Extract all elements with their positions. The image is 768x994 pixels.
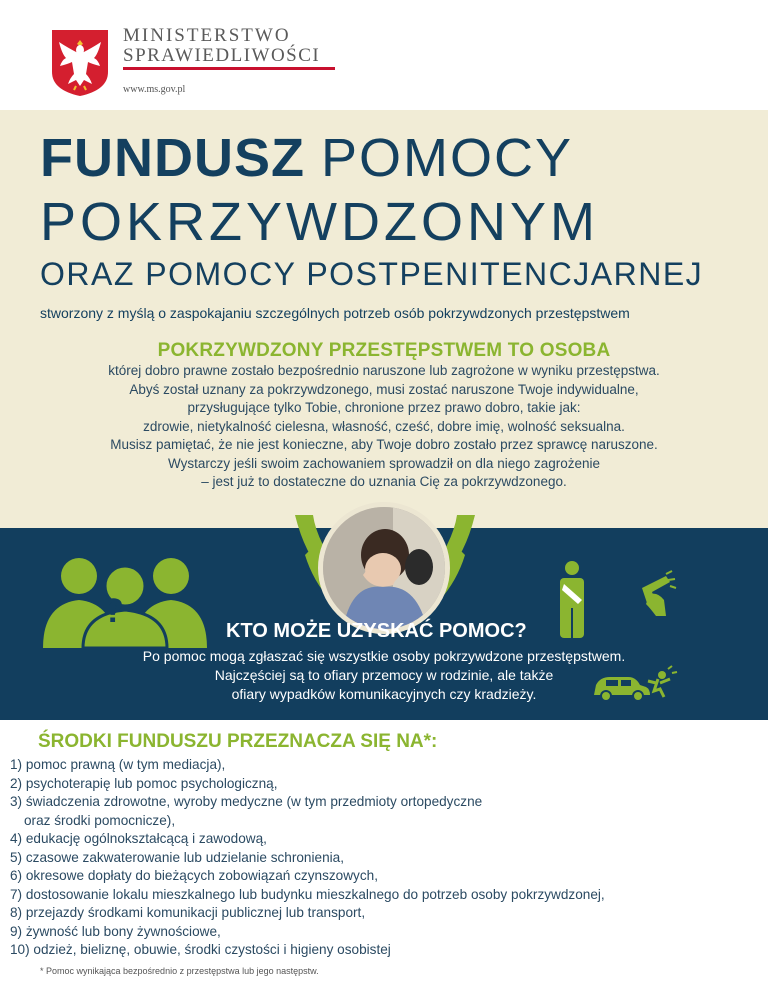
header (0, 0, 768, 110)
list-item: 2) psychoterapię lub pomoc psychologiczną, (10, 775, 278, 791)
victim-text-line: przysługujące tylko Tobie, chronione przez prawo dobro, takie jak: (187, 400, 581, 415)
help-text-line: Najczęściej są to ofiary przemocy w rodzinie, ale także (214, 667, 554, 683)
list-item: 10) odzież, bieliznę, obuwie, środki czystości i higieny osobistej (10, 942, 391, 957)
who-can-get-help-heading: KTO MOŻE UZYSKAĆ POMOC? (226, 620, 527, 642)
list-item: 1) pomoc prawną (w tym mediacja), (10, 757, 226, 772)
people-silhouettes-icon (35, 548, 215, 648)
title-bold-word: FUNDUSZ (40, 128, 305, 188)
victim-definition-text (0, 362, 768, 492)
ministry-name (123, 26, 320, 66)
help-text-line: ofiary wypadków komunikacyjnych czy kradzieży. (231, 686, 537, 702)
list-item: 5) czasowe zakwaterowanie lub udzielanie schronienia, (10, 849, 344, 865)
victim-text-line: Abyś został uznany za pokrzywdzonego, musi zostać naruszone Twoje indywidualne, (129, 381, 639, 397)
title-light-word: POMOCY (321, 128, 574, 188)
ministry-name-line1: MINISTERSTWO (123, 25, 291, 46)
list-item: 4) edukację ogólnokształcącą i zawodową, (10, 831, 267, 846)
footnote: * Pomoc wynikająca bezpośrednio z przestępstwa lub jego następstw. (40, 966, 319, 976)
robbery-gun-icon (636, 570, 680, 620)
fund-purposes-heading: ŚRODKI FUNDUSZU PRZEZNACZA SIĘ NA*: (38, 731, 438, 752)
list-item: 6) okresowe dopłaty do bieżących zobowiązań czynszowych, (10, 868, 378, 883)
list-item: 3) świadczenia zdrowotne, wyroby medyczne (w tym przedmioty ortopedyczne (10, 794, 483, 809)
main-title-line1 (40, 128, 573, 188)
victim-text-line: – jest już to dostateczne do uznania Cię za pokrzywdzonego. (201, 474, 567, 489)
ministry-url-link[interactable]: www.ms.gov.pl (123, 84, 186, 95)
main-title-line2: POKRZYWDZONYM (40, 192, 599, 252)
main-title-line3: ORAZ POMOCY POSTPENITENCJARNEJ (40, 256, 704, 292)
subtitle: stworzony z myślą o zaspokajaniu szczególnych potrzeb osób pokrzywdzonych przestępstwem (40, 305, 630, 321)
who-can-get-help-text (0, 647, 768, 704)
victim-text-line: Wystarczy jeśli swoim zachowaniem sprowadził on dla niego zagrożenie (167, 455, 601, 471)
polish-eagle-emblem-icon (50, 28, 110, 98)
list-item: oraz środki pomocnicze), (24, 812, 176, 828)
list-item: 9) żywność lub bony żywnościowe, (10, 923, 221, 939)
victim-definition-heading: POKRZYWDZONY PRZESTĘPSTWEM TO OSOBA (157, 340, 611, 361)
crying-person-illustration (323, 507, 445, 629)
fund-purposes-list (10, 756, 605, 960)
victim-text-line: zdrowie, nietykalność cielesna, własność, cześć, dobre imię, wolność seksualna. (143, 418, 625, 434)
help-text-line: Po pomoc mogą zgłaszać się wszystkie osoby pokrzywdzone przestępstwem. (142, 648, 626, 664)
list-item: 8) przejazdy środkami komunikacji publicznej lub transport, (10, 905, 366, 920)
victim-text-line: Musisz pamiętać, że nie jest konieczne, aby Twoje dobro zostało przez sprawcę naruszone. (110, 437, 658, 452)
victim-text-line: której dobro prawne zostało bezpośrednio naruszone lub zagrożone w wyniku przestępstwa. (108, 363, 660, 378)
list-item: 7) dostosowanie lokalu mieszkalnego lub budynku mieszkalnego do potrzeb osoby pokrzywdzonej, (10, 886, 605, 902)
ministry-red-rule (123, 67, 335, 70)
victim-photo (318, 502, 450, 634)
ministry-name-line2: SPRAWIEDLIWOŚCI (123, 45, 321, 66)
question-mark: ? (103, 592, 124, 630)
injured-person-icon (552, 560, 592, 640)
